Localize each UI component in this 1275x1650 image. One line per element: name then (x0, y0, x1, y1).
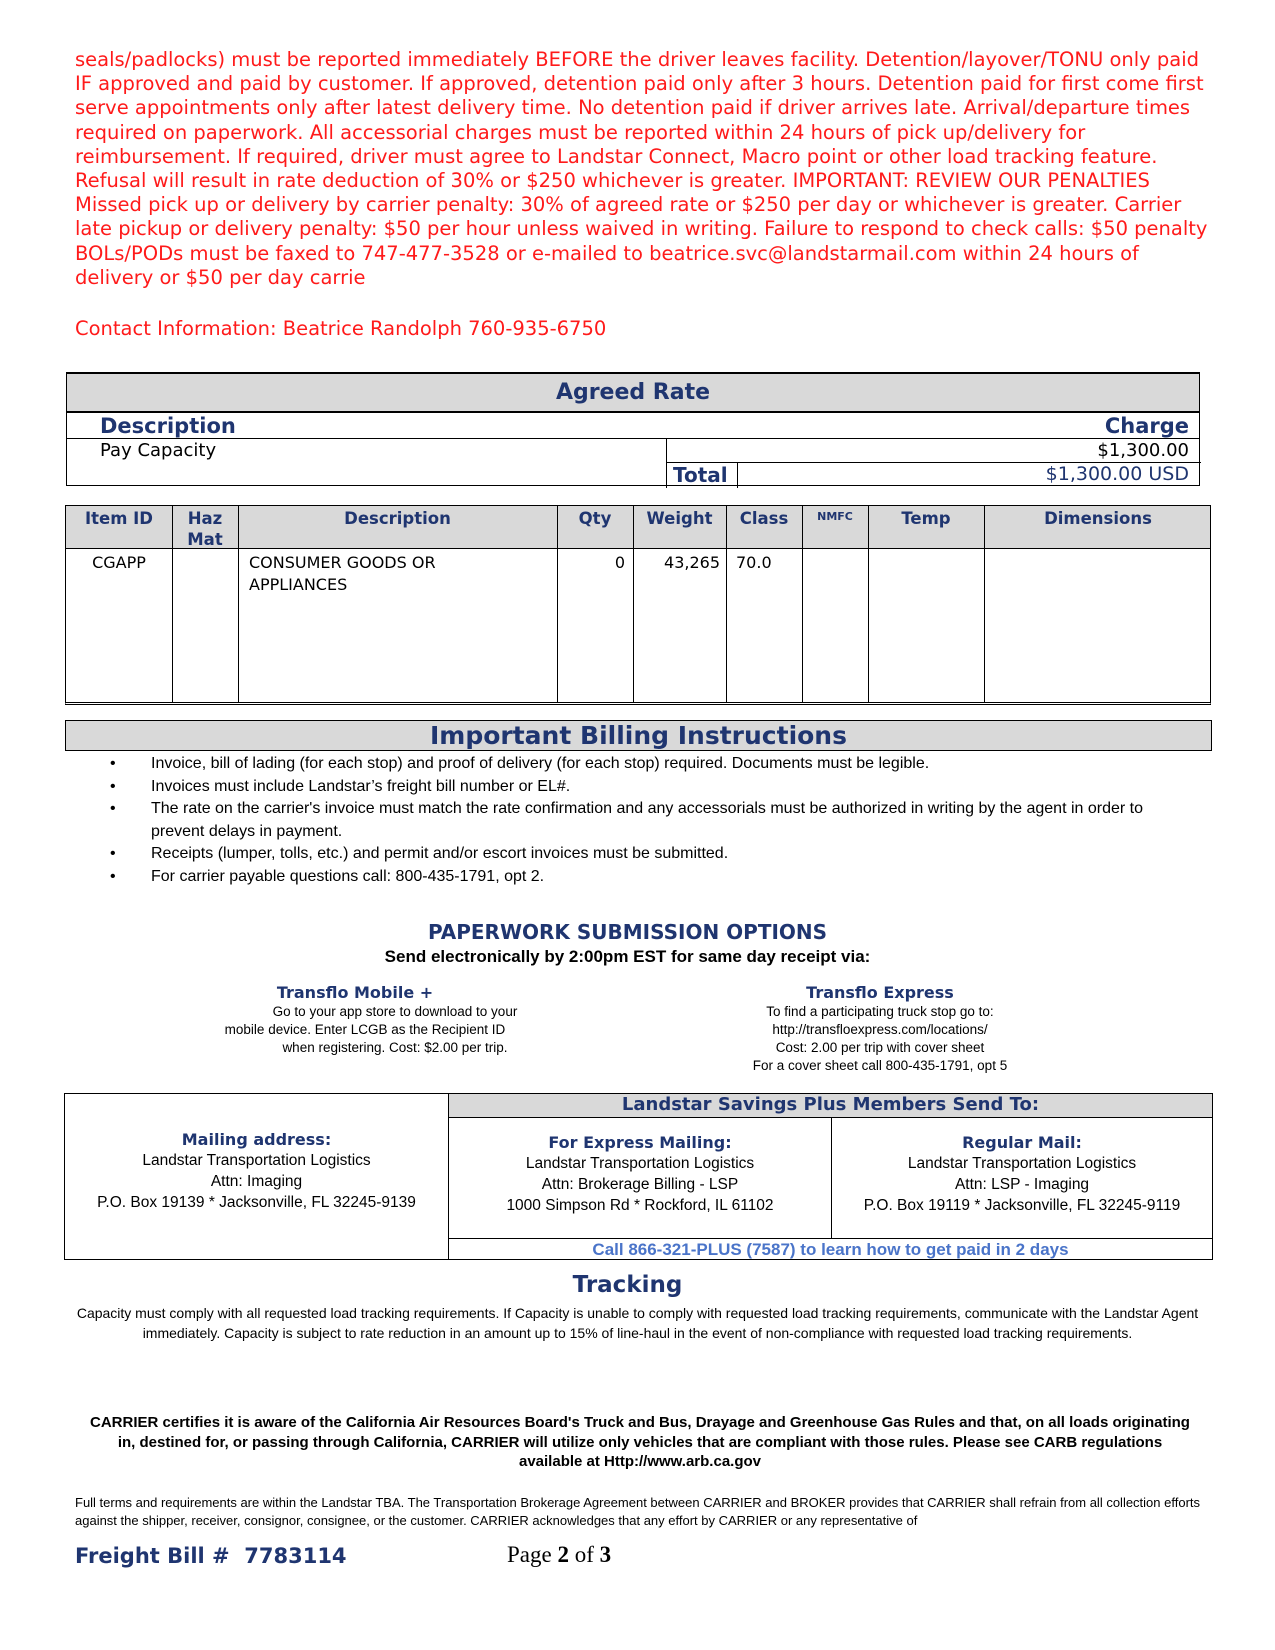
freight-bill-number: Freight Bill # 7783114 (75, 1544, 347, 1568)
mailing-address: Mailing address: Landstar Transportation Logistics Attn: Imaging P.O. Box 19139 * Jacksonville, FL 32245-9139 (97, 1130, 416, 1211)
paperwork-title: PAPERWORK SUBMISSION OPTIONS (427, 920, 828, 944)
cell-description: CONSUMER GOODS OR APPLIANCES (249, 553, 436, 594)
description-header: Description (100, 414, 236, 438)
charge-header: Charge (1104, 414, 1189, 438)
agreed-rate-box (66, 372, 1200, 486)
tracking-title: Tracking (572, 1272, 683, 1298)
page-number: Page 2 of 3 (507, 1542, 612, 1567)
mailing-box (64, 1093, 1213, 1260)
tracking-text: Capacity must comply with all requested load tracking requirements. If Capacity is unable to comply with requested load tracking requirements, communicate with the Landstar Agent immediately. Capacity is subject to rate reduction in an amount up to 15% of line-haul in the event of non-compliance with requested load tracking requirements. (76, 1305, 1199, 1341)
billing-title: Important Billing Instructions (65, 720, 1212, 751)
rate-line-description: Pay Capacity (100, 440, 217, 461)
header-haz: Haz Mat (187, 509, 223, 549)
agreed-rate-title: Agreed Rate (67, 374, 1199, 413)
header-description: Description (344, 509, 451, 528)
rate-line-charge: $1,300.00 (1097, 440, 1189, 461)
billing-item: • The rate on the carrier's invoice must match the rate confirmation and any accessorials must be authorized in writing by the agent in order to prevent delays in payment. (110, 798, 1190, 843)
total-value: $1,300.00 USD (1045, 463, 1189, 485)
cell-class: 70.0 (736, 553, 772, 572)
carb-notice: CARRIER certifies it is aware of the California Air Resources Board's Truck and Bus, Drayage and Greenhouse Gas Rules and that, on all loads originating in, destined for, or passing through California, CARRIER will utilize only vehicles that are compliant with those rules. Please see CARB regulations available at Http://www.arb.ca.gov (90, 1414, 1190, 1470)
header-temp: Temp (901, 509, 951, 528)
savings-plus-call: Call 866-321-PLUS (7587) to learn how to get paid in 2 days (449, 1238, 1212, 1261)
cell-item-id: CGAPP (92, 553, 146, 572)
regular-mail: Regular Mail: Landstar Transportation Logistics Attn: LSP - Imaging P.O. Box 19119 * Jacksonville, FL 32245-9119 (863, 1133, 1181, 1214)
billing-list (110, 753, 1190, 888)
transflo-express-title: Transflo Express (806, 983, 954, 1002)
express-mailing: For Express Mailing: Landstar Transportation Logistics Attn: Brokerage Billing - LSP 1000 Simpson Rd * Rockford, IL 61102 (506, 1133, 774, 1214)
header-class: Class (739, 509, 789, 528)
contact-info: Contact Information: Beatrice Randolph 760-935-6750 (75, 317, 607, 340)
billing-item: • Invoice, bill of lading (for each stop) and proof of delivery (for each stop) required. Documents must be legible. (110, 753, 1190, 776)
billing-item: • Invoices must include Landstar’s freight bill number or EL#. (110, 776, 1190, 799)
transflo-mobile-text: Go to your app store to download to your mobile device. Enter LCGB as the Recipient ID when registering. Cost: $2.00 per trip. (224, 1004, 518, 1055)
savings-plus-header: Landstar Savings Plus Members Send To: (449, 1094, 1212, 1118)
billing-item: • For carrier payable questions call: 800-435-1791, opt 2. (110, 866, 1190, 889)
billing-item: • Receipts (lumper, tolls, etc.) and permit and/or escort invoices must be submitted. (110, 843, 1190, 866)
header-nmfc: NMFC (817, 510, 853, 523)
terms-text: seals/padlocks) must be reported immediately BEFORE the driver leaves facility. Detention/layover/TONU only paid IF approved and paid by customer. If approved, detention paid only after 3 hours. Detention paid for first come first serve appointments only after latest delivery time. No detention paid if driver arrives late. Arrival/departure times required on paperwork. All accessorial charges must be reported within 24 hours of pick up/delivery for reimbursement. If required, driver must agree to Landstar Connect, Macro point or other load tracking feature. Refusal will result in rate deduction of 30% or $250 whichever is greater. IMPORTANT: REVIEW OUR PENALTIES Missed pick up or delivery by carrier penalty: 30% of agreed rate or $250 per day or whichever is greater. Carrier late pickup or delivery penalty: $50 per hour unless waived in writing. Failure to respond to check calls: $50 penalty BOLs/PODs must be faxed to 747-477-3528 or e-mailed to beatrice.svc@landstarmail.com within 24 hours of delivery or $50 per day carrie (75, 48, 1208, 289)
header-qty: Qty (578, 509, 612, 528)
paperwork-subtitle: Send electronically by 2:00pm EST for same day receipt via: (384, 947, 871, 966)
cell-qty: 0 (614, 553, 625, 572)
transflo-express-text: To find a participating truck stop go to: http://transfloexpress.com/locations/ Cost: 2.00 per trip with cover sheet For a cover sheet call 800-435-1791, opt 5 (752, 1004, 1008, 1073)
header-item-id: Item ID (85, 509, 153, 528)
full-terms: Full terms and requirements are within the Landstar TBA. The Transportation Brokerage Agreement between CARRIER and BROKER provides that CARRIER shall refrain from all collection efforts against the shipper, receiver, consignor, consignee, or the customer. CARRIER acknowledges that any effort by CARRIER or any representative of (75, 1495, 1201, 1528)
cell-weight: 43,265 (664, 553, 720, 572)
header-weight: Weight (646, 509, 713, 528)
transflo-mobile-title: Transflo Mobile + (276, 983, 434, 1002)
total-label: Total (673, 463, 728, 487)
items-table (65, 505, 1211, 705)
header-dimensions: Dimensions (1044, 509, 1152, 528)
